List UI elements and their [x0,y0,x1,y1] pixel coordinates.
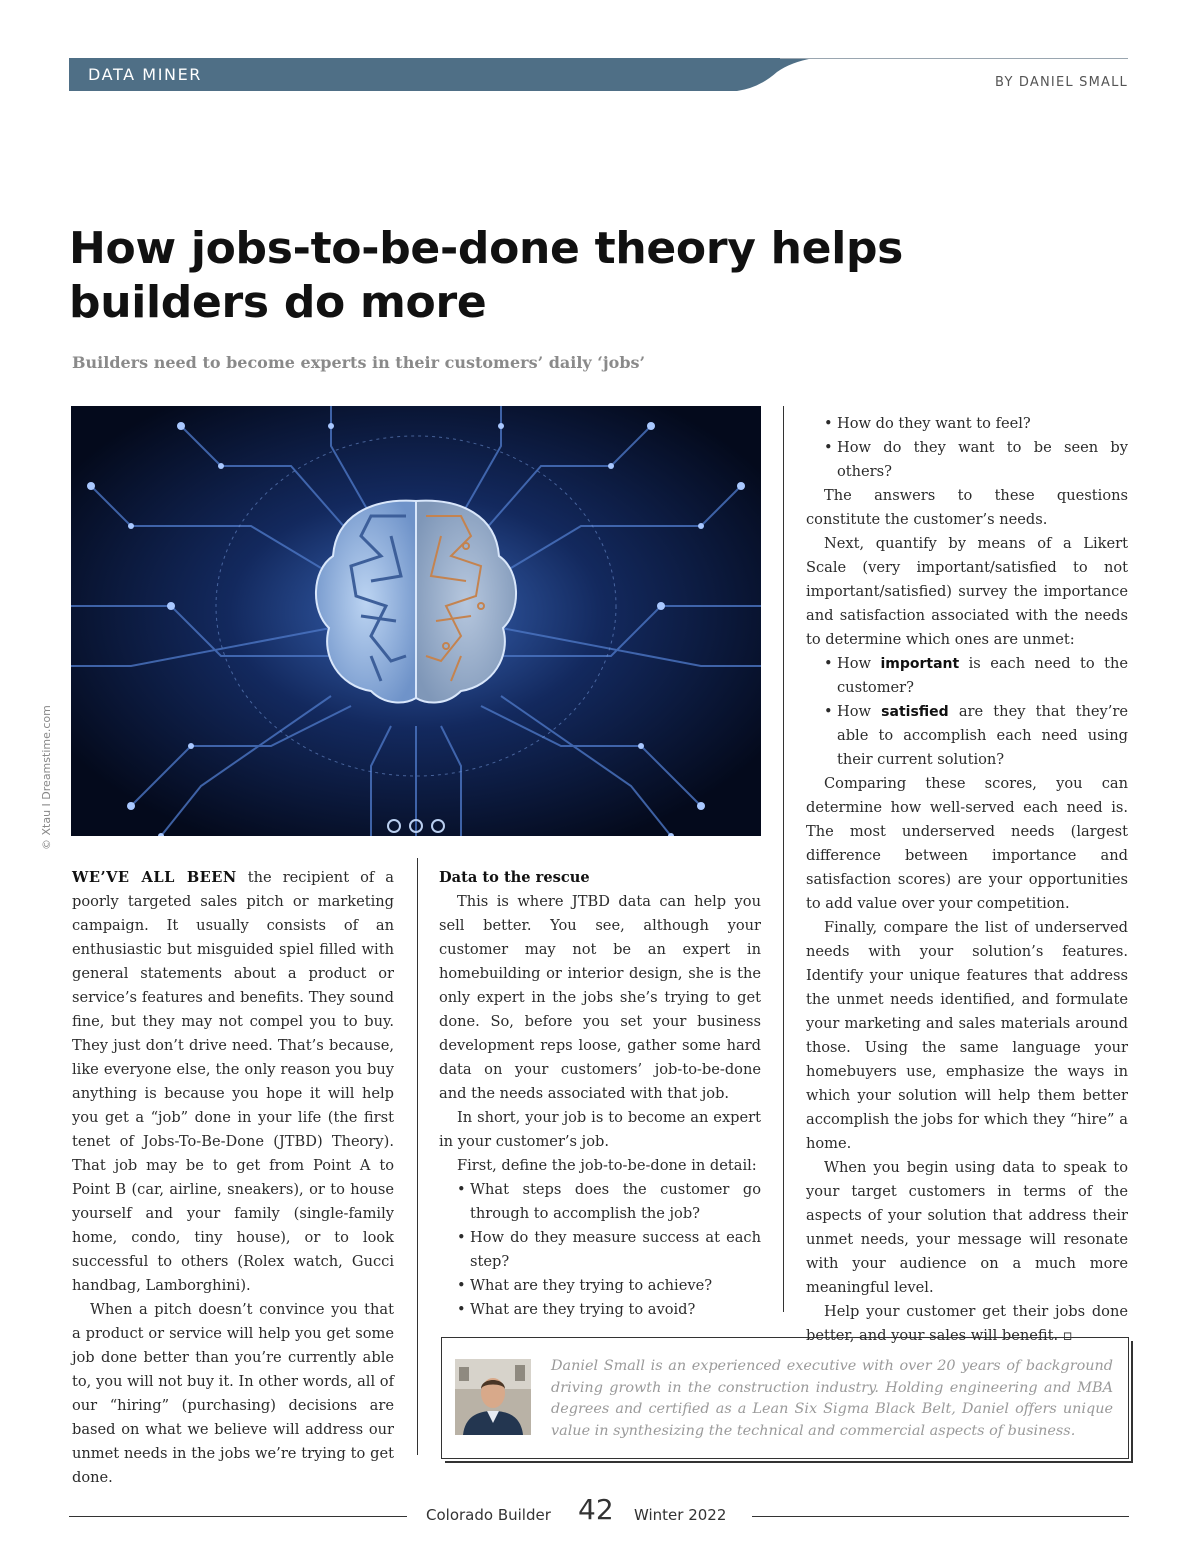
column-rule [783,406,784,1312]
hero-image-circuit-brain [71,406,761,836]
bullet-icon: • [824,415,833,432]
bullet-text: What are they trying to avoid? [470,1301,696,1318]
bullet-item [439,1178,761,1226]
paragraph: Next, quantify by means of a Likert Scale (very important/satisfied to not important/satisfied) survey the importance and satisfaction associated with the needs to determine which ones are unmet: [806,535,1128,648]
section-heading: Data to the rescue [439,869,590,886]
bullet-icon: • [824,439,833,456]
paragraph: When a pitch doesn’t convince you that a product or service will help you get some job done better than you’re currently able to, you will not buy it. In other words, all of our “hiring” (purchasing) decisions are based on what we believe will address our unmet needs in the jobs we’re trying to get done. [72,1301,394,1486]
bullet-emphasis: satisfied [881,704,949,720]
bullet-item [806,652,1128,700]
bullet-text: What steps does the customer go through to accomplish the job? [470,1181,761,1222]
bullet-icon: • [457,1229,466,1246]
bullet-icon: • [824,703,833,720]
paragraph: Comparing these scores, you can determine how well-served each need is. The most underserved needs (largest difference between importance and satisfaction scores) are your opportunities to add value over your competition. [806,775,1128,912]
bullet-item [806,436,1128,484]
bullet-item [439,1298,761,1322]
bullet-text-pre: How [837,655,881,672]
footer-publication: Colorado Builder [426,1506,551,1524]
bullet-text-pre: How [837,703,882,720]
paragraph: In short, your job is to become an expert in your customer’s job. [439,1109,761,1150]
bullet-text-post: is each need to the customer? [837,655,1128,696]
lead-in: WE’VE ALL BEEN [72,869,237,886]
page-number: 42 [578,1493,614,1526]
footer-rule-right [752,1516,1129,1517]
bullet-text: How do they measure success at each step? [470,1229,761,1270]
column-2 [439,866,761,1322]
bullet-item [806,700,1128,772]
column-1 [72,866,394,1490]
byline: BY DANIEL SMALL [995,75,1128,90]
paragraph [72,866,394,1298]
bullet-item [806,412,1128,436]
section-label: DATA MINER [88,65,203,84]
author-photo [455,1359,531,1435]
paragraph-text: the recipient of a poorly targeted sales pitch or marketing campaign. It usually consists of an enthusiastic but misguided spiel filled with general statements about a product or service’s features and benefits. They sound fine, but they may not compel you to buy. They just don’t drive need. That’s because, like everyone else, the only reason you buy anything is because you hope it will help you get a “job” done in your life (the first tenet of Jobs-To-Be-Done (JTBD) Theory). That job may be to get from Point A to Point B (car, airline, sneakers), or to house yourself and your family (single-family home, condo, tiny house), or to look successful to others (Rolex watch, Gucci handbag, Lamborghini). [72,869,394,1294]
column-3 [806,412,1128,1348]
paragraph-text: Help your customer get their jobs done better, and your sales will benefit. [806,1303,1128,1344]
paragraph: Finally, compare the list of underserved needs with your solution’s features. Identify your unique features that address the unmet needs identified, and formulate your marketing and sales materials around those. Using the same language your homebuyers use, emphasize the ways in which your solution will help them better accomplish the jobs for which they “hire” a home. [806,919,1128,1152]
paragraph: When you begin using data to speak to your target customers in terms of the aspects of your solution that address their unmet needs, your message will resonate with your audience on a much more meaningful level. [806,1159,1128,1296]
article-title: How jobs-to-be-done theory helps builders do more [69,223,904,328]
bullet-text: How do they want to be seen by others? [837,439,1128,480]
bullet-item [439,1274,761,1298]
bullet-icon: • [457,1277,466,1294]
header-rule [780,58,1128,59]
bullet-icon: • [824,655,833,672]
footer-issue: Winter 2022 [634,1506,727,1524]
paragraph: This is where JTBD data can help you sell better. You see, although your customer may not be an expert in homebuilding or interior design, she is the only expert in the jobs she’s trying to get done. So, before you set your business development reps loose, gather some hard data on your customers’ job-to-be-done and the needs associated with that job. [439,893,761,1102]
image-credit: © Xtau I Dreamstime.com [40,705,53,850]
bullet-text: What are they trying to achieve? [470,1277,713,1294]
footer-rule-left [69,1516,407,1517]
author-bio-text: Daniel Small is an experienced executive with over 20 years of background driving growth in the construction industry. Holding engineering and MBA degrees and certified as a Lean Six Sigma Black Belt, Daniel offers unique value in synthesizing the technical and commercial aspects of business. [551,1358,1113,1439]
article-subtitle: Builders need to become experts in their customers’ daily ‘jobs’ [72,353,646,372]
column-rule [417,858,418,1455]
bullet-icon: • [457,1181,466,1198]
bullet-text-post: are they that they’re able to accomplish each need using their current solution? [837,703,1128,768]
end-mark-icon: ▫ [1062,1327,1073,1344]
paragraph: The answers to these questions constitute the customer’s needs. [806,487,1128,528]
bullet-emphasis: important [880,656,960,672]
bullet-item [439,1226,761,1274]
bullet-icon: • [457,1301,466,1318]
paragraph: First, define the job-to-be-done in detail: [457,1157,757,1174]
author-bio-box [441,1337,1129,1459]
bullet-text: How do they want to feel? [837,415,1031,432]
